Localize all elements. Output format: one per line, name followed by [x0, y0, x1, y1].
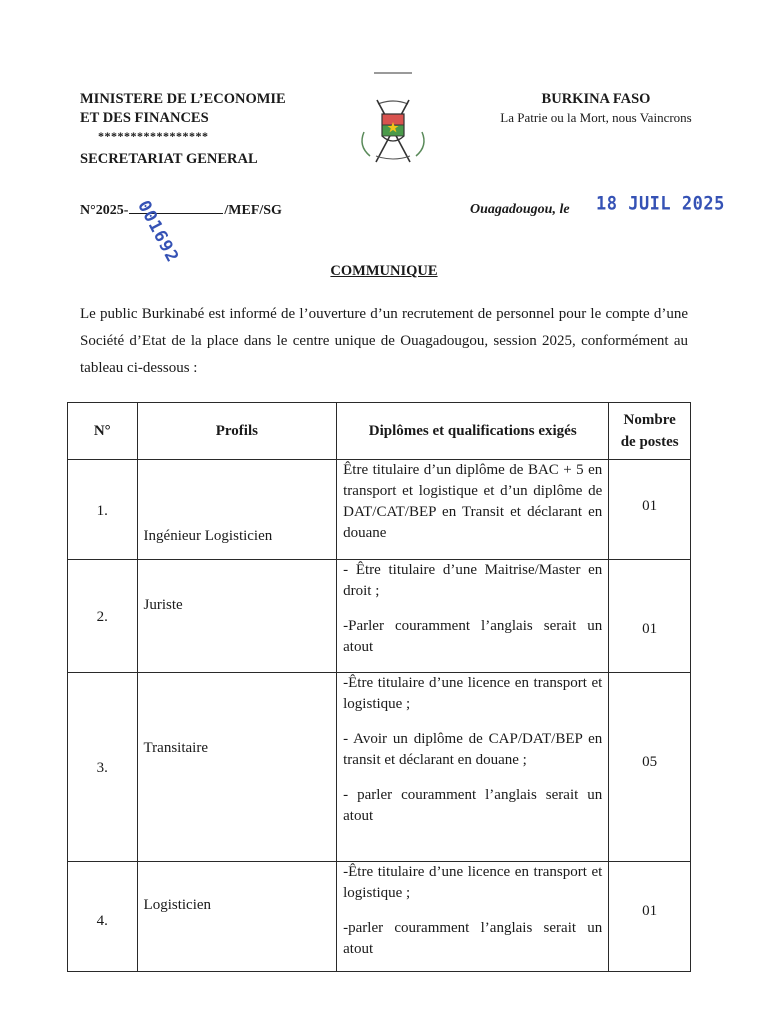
table-row — [68, 560, 691, 673]
national-motto: La Patrie ou la Mort, nous Vaincrons — [500, 110, 692, 125]
requirement-text: Être titulaire d’un diplôme de BAC + 5 en transport et logistique et d’un diplôme de DAT/CAT/BEP en Transit et déclarant en douane — [343, 462, 603, 541]
place-date-line: Ouagadougou, le — [470, 202, 570, 217]
reference-number — [80, 201, 282, 220]
row-requirements — [337, 862, 609, 972]
stamped-date: 18 JUIL 2025 — [596, 192, 725, 216]
ministry-header — [80, 90, 286, 169]
row-number: 4. — [68, 862, 138, 972]
country-name: BURKINA FASO — [541, 91, 651, 107]
country-header — [470, 90, 722, 127]
table-row — [68, 862, 691, 972]
stamped-number: 001692 — [133, 197, 183, 267]
intro-paragraph: Le public Burkinabé est informé de l’ouverture d’un recrutement de personnel pour le compte d’une Société d’Etat de la place dans le centre unique de Ouagadougou, session 2025, conformément au tableau ci-dessous : — [80, 306, 688, 376]
table-header-row — [68, 403, 691, 460]
header-profile: Profils — [137, 403, 337, 460]
secretariat-general: SECRETARIAT GENERAL — [80, 151, 258, 167]
reference-suffix: /MEF/SG — [224, 203, 282, 218]
row-number: 3. — [68, 673, 138, 862]
requirement-text: -Être titulaire d’une licence en transport et logistique ; — [343, 864, 603, 901]
row-profile: Logisticien — [137, 862, 337, 972]
table-row — [68, 673, 691, 862]
reference-prefix: N°2025- — [80, 203, 129, 218]
header-posts: Nombre de postes — [609, 403, 691, 460]
ministry-name-line1: MINISTERE DE L’ECONOMIE — [80, 91, 286, 107]
recruitment-table — [67, 402, 691, 972]
header-diplomas: Diplômes et qualifications exigés — [337, 403, 609, 460]
row-requirements — [337, 460, 609, 560]
row-posts: 01 — [609, 862, 691, 972]
row-profile: Ingénieur Logisticien — [137, 460, 337, 560]
row-requirements — [337, 673, 609, 862]
row-profile: Transitaire — [137, 673, 337, 862]
requirement-text: -parler couramment l’anglais serait un atout — [343, 920, 603, 957]
ministry-name-line2: ET DES FINANCES — [80, 110, 209, 126]
requirement-text: -Parler couramment l’anglais serait un atout — [343, 618, 603, 655]
requirement-text: - Avoir un diplôme de CAP/DAT/BEP en transit et déclarant en douane ; — [343, 731, 603, 768]
header-number: N° — [68, 403, 138, 460]
stars-separator: ***************** — [98, 129, 209, 143]
row-requirements — [337, 560, 609, 673]
document-title — [0, 263, 768, 280]
row-posts: 01 — [609, 560, 691, 673]
coat-of-arms-icon — [352, 70, 434, 170]
row-posts: 05 — [609, 673, 691, 862]
row-profile: Juriste — [137, 560, 337, 673]
row-number: 2. — [68, 560, 138, 673]
requirement-text: -Être titulaire d’une licence en transport et logistique ; — [343, 675, 603, 712]
title-text: COMMUNIQUE — [330, 263, 438, 279]
table-row — [68, 460, 691, 560]
row-number: 1. — [68, 460, 138, 560]
requirement-text: - Être titulaire d’une Maitrise/Master en droit ; — [343, 562, 603, 599]
row-posts: 01 — [609, 460, 691, 560]
requirement-text: - parler couramment l’anglais serait un atout — [343, 787, 603, 824]
